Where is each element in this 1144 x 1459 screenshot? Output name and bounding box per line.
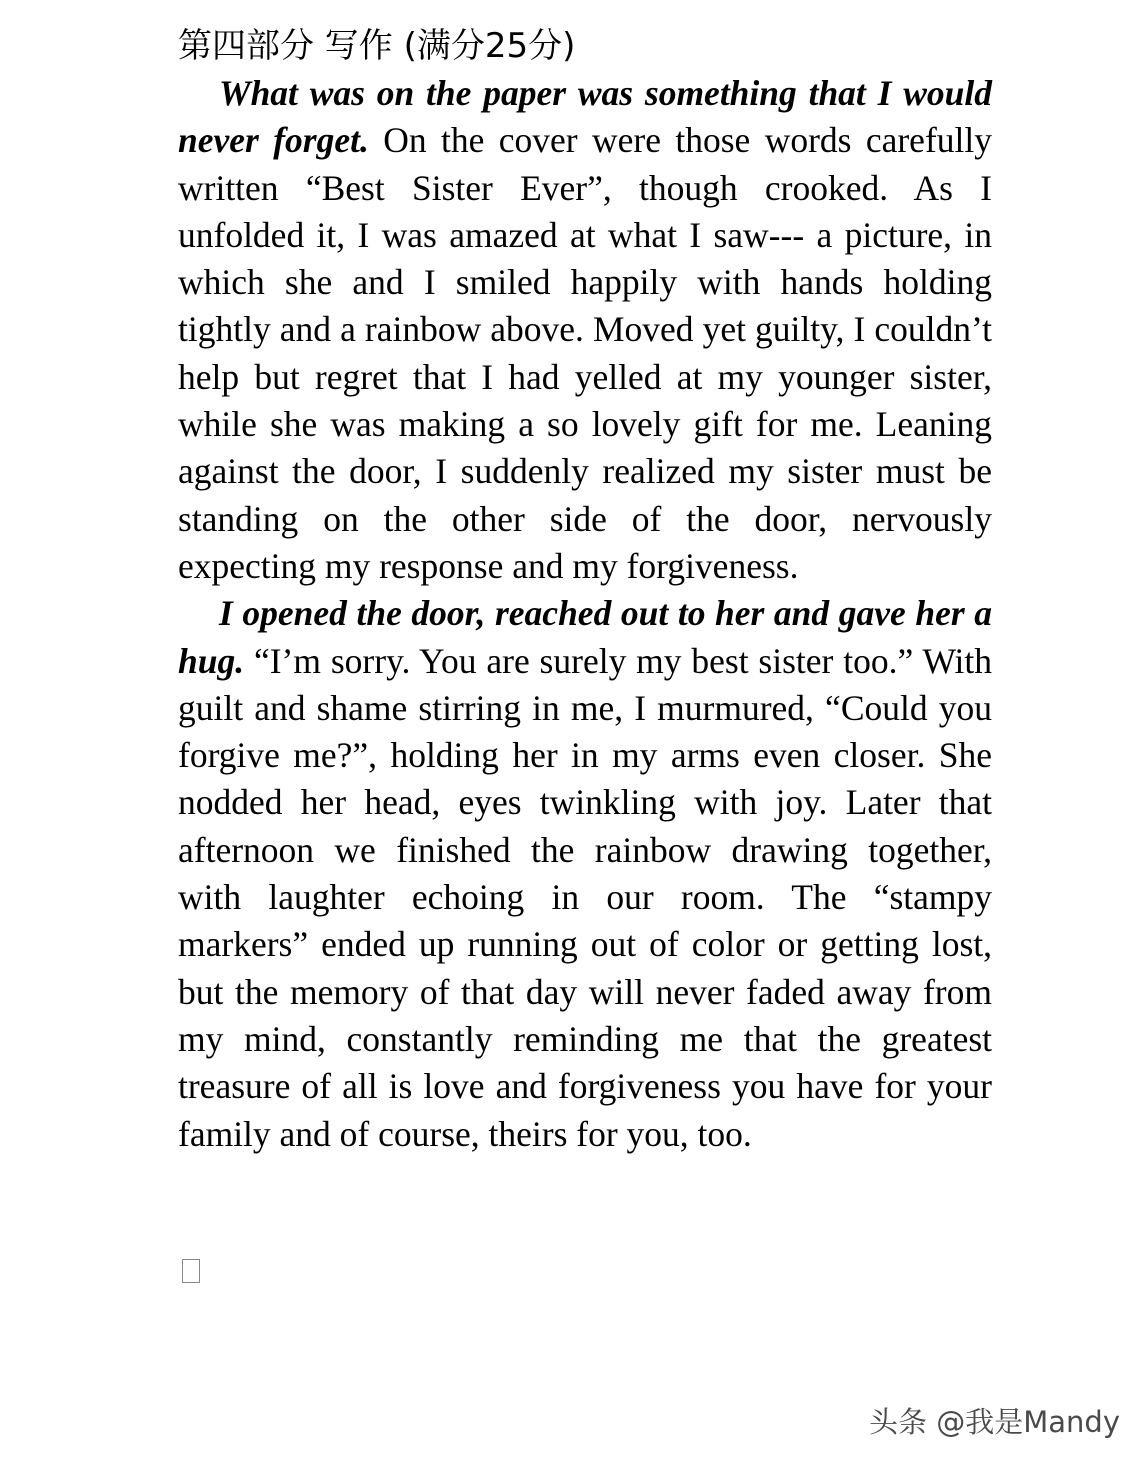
- paragraph-2: [178, 590, 992, 1158]
- watermark: 头条 @我是Mandy: [869, 1405, 1120, 1439]
- document-page: [178, 22, 992, 1158]
- paragraph-1-body: On the cover were those words carefully written “Best Sister Ever”, though crooked. As I unfolded it, I was amazed at what I saw--- a picture, in which she and I smiled happily with hands holding tightly and a rainbow above. Moved yet guilty, I couldn’t help but regret that I had yelled at my younger sister, while she was making a so lovely gift for me. Leaning against the door, I suddenly realized my sister must be standing on the other side of the door, nervously expecting my response and my forgiveness.: [178, 120, 992, 586]
- paragraph-1-lead-sentence: What was on the paper was something that I would never forget.: [178, 73, 992, 161]
- section-heading: 第四部分 写作 (满分25分): [178, 26, 576, 66]
- paragraph-2-lead-sentence: I opened the door, reached out to her and gave her a hug.: [178, 593, 992, 681]
- paragraph-1: [178, 70, 992, 590]
- empty-box-icon: [182, 1259, 200, 1283]
- paragraph-2-body: “I’m sorry. You are surely my best sister too.” With guilt and shame stirring in me, I murmured, “Could you forgive me?”, holding her in my arms even closer. She nodded her head, eyes twinkling with joy. Later that afternoon we finished the rainbow drawing together, with laughter echoing in our room. The “stampy markers” ended up running out of color or getting lost, but the memory of that day will never faded away from my mind, constantly reminding me that the greatest treasure of all is love and forgiveness you have for your family and of course, theirs for you, too.: [178, 640, 992, 1154]
